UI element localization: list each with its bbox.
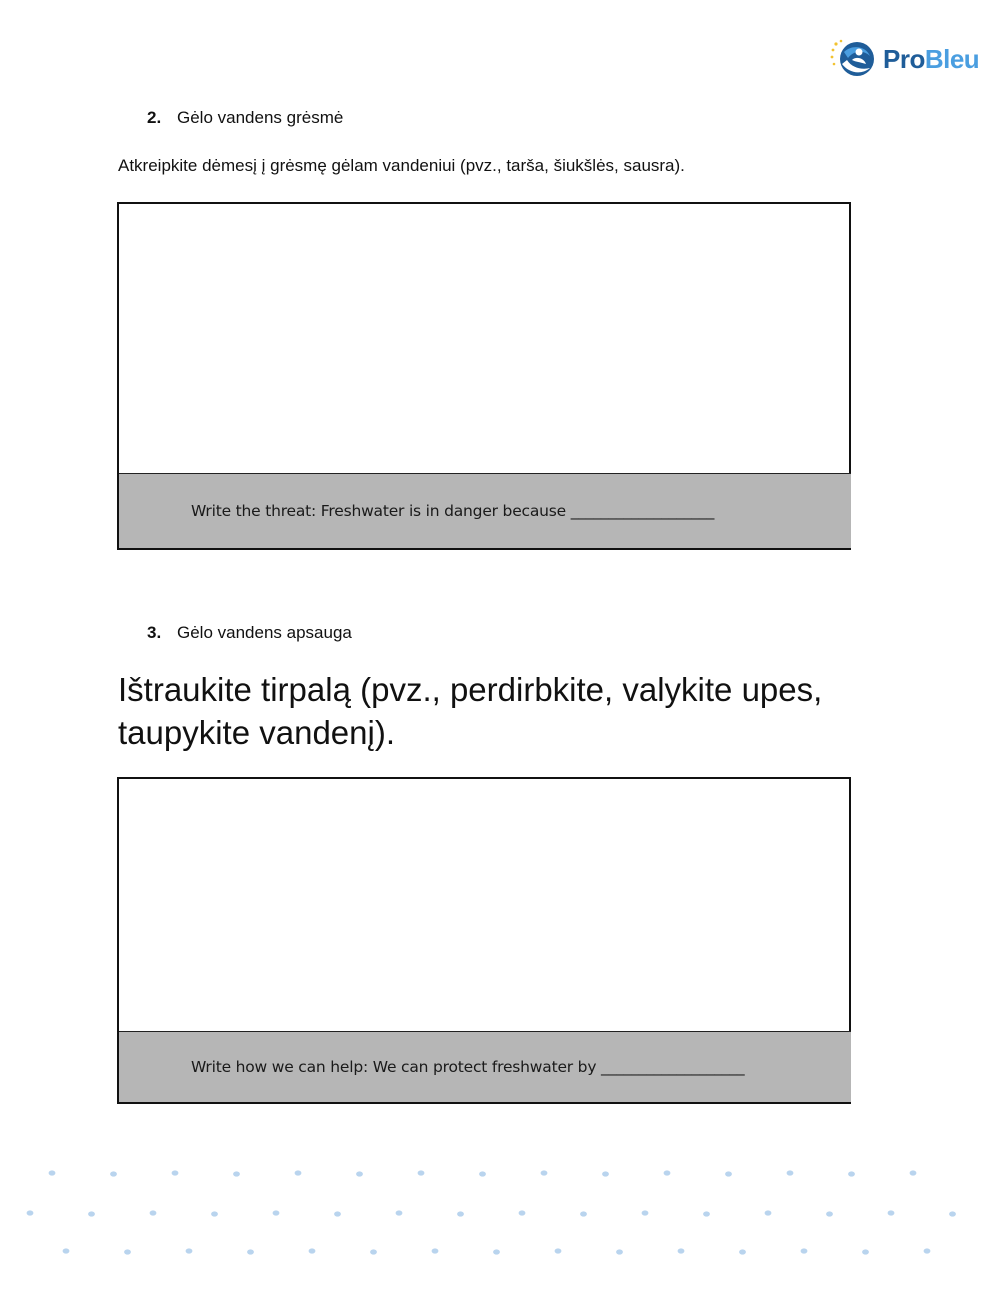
decorative-dot	[370, 1249, 377, 1254]
threat-drawing-area[interactable]	[119, 204, 849, 473]
protection-answer-label[interactable]: Write how we can help: We can protect freshwater by ___________________	[119, 1031, 851, 1102]
probleu-logo	[830, 38, 980, 80]
decorative-dot	[273, 1210, 280, 1215]
decorative-dot	[910, 1170, 917, 1175]
section-3-title: Gėlo vandens apsauga	[177, 623, 352, 642]
decorative-dot	[479, 1171, 486, 1176]
decorative-dot	[334, 1211, 341, 1216]
decorative-dot	[172, 1170, 179, 1175]
decorative-dot	[295, 1170, 302, 1175]
decorative-dot	[63, 1248, 70, 1253]
decorative-dot	[186, 1248, 193, 1253]
decorative-dot	[664, 1170, 671, 1175]
decorative-dot	[541, 1170, 548, 1175]
decorative-dot	[602, 1171, 609, 1176]
decorative-dot	[27, 1210, 34, 1215]
decorative-dot	[888, 1210, 895, 1215]
decorative-dot	[555, 1248, 562, 1253]
decorative-dot	[642, 1210, 649, 1215]
decorative-dot	[801, 1248, 808, 1253]
decorative-dot	[457, 1211, 464, 1216]
decorative-dots	[0, 1150, 1000, 1280]
decorative-dot	[309, 1248, 316, 1253]
decorative-dot	[703, 1211, 710, 1216]
decorative-dot	[211, 1211, 218, 1216]
decorative-dot	[787, 1170, 794, 1175]
decorative-dot	[949, 1211, 956, 1216]
decorative-dot	[233, 1171, 240, 1176]
decorative-dot	[519, 1210, 526, 1215]
decorative-dot	[88, 1211, 95, 1216]
decorative-dot	[493, 1249, 500, 1254]
section-2-prompt: Atkreipkite dėmesį į grėsmę gėlam vandeniui (pvz., tarša, šiukšlės, sausra).	[118, 156, 685, 175]
protection-answer-box	[117, 777, 851, 1104]
section-3-heading	[147, 623, 352, 643]
threat-answer-label[interactable]: Write the threat: Freshwater is in danger because ___________________	[119, 473, 851, 548]
decorative-dot	[739, 1249, 746, 1254]
decorative-dot	[418, 1170, 425, 1175]
decorative-dot	[580, 1211, 587, 1216]
section-3-number: 3.	[147, 623, 162, 642]
probleu-logo-text: ProBleu	[883, 44, 980, 74]
probleu-logo-icon	[830, 38, 878, 80]
decorative-dot	[725, 1171, 732, 1176]
decorative-dot	[848, 1171, 855, 1176]
section-2-heading	[147, 108, 343, 128]
decorative-dot	[765, 1210, 772, 1215]
decorative-dot	[124, 1249, 131, 1254]
protection-drawing-area[interactable]	[119, 779, 849, 1031]
section-2-number: 2.	[147, 108, 162, 127]
section-2-title: Gėlo vandens grėsmė	[177, 108, 344, 127]
decorative-dot	[110, 1171, 117, 1176]
decorative-dot	[356, 1171, 363, 1176]
decorative-dot	[862, 1249, 869, 1254]
decorative-dot	[247, 1249, 254, 1254]
decorative-dot	[432, 1248, 439, 1253]
threat-answer-box	[117, 202, 851, 550]
decorative-dot	[150, 1210, 157, 1215]
decorative-dot	[49, 1170, 56, 1175]
decorative-dot	[396, 1210, 403, 1215]
decorative-dot	[924, 1248, 931, 1253]
decorative-dot	[826, 1211, 833, 1216]
section-3-prompt: Ištraukite tirpalą (pvz., perdirbkite, valykite upes, taupykite vandenį).	[118, 671, 823, 751]
decorative-dot	[616, 1249, 623, 1254]
decorative-dot	[678, 1248, 685, 1253]
